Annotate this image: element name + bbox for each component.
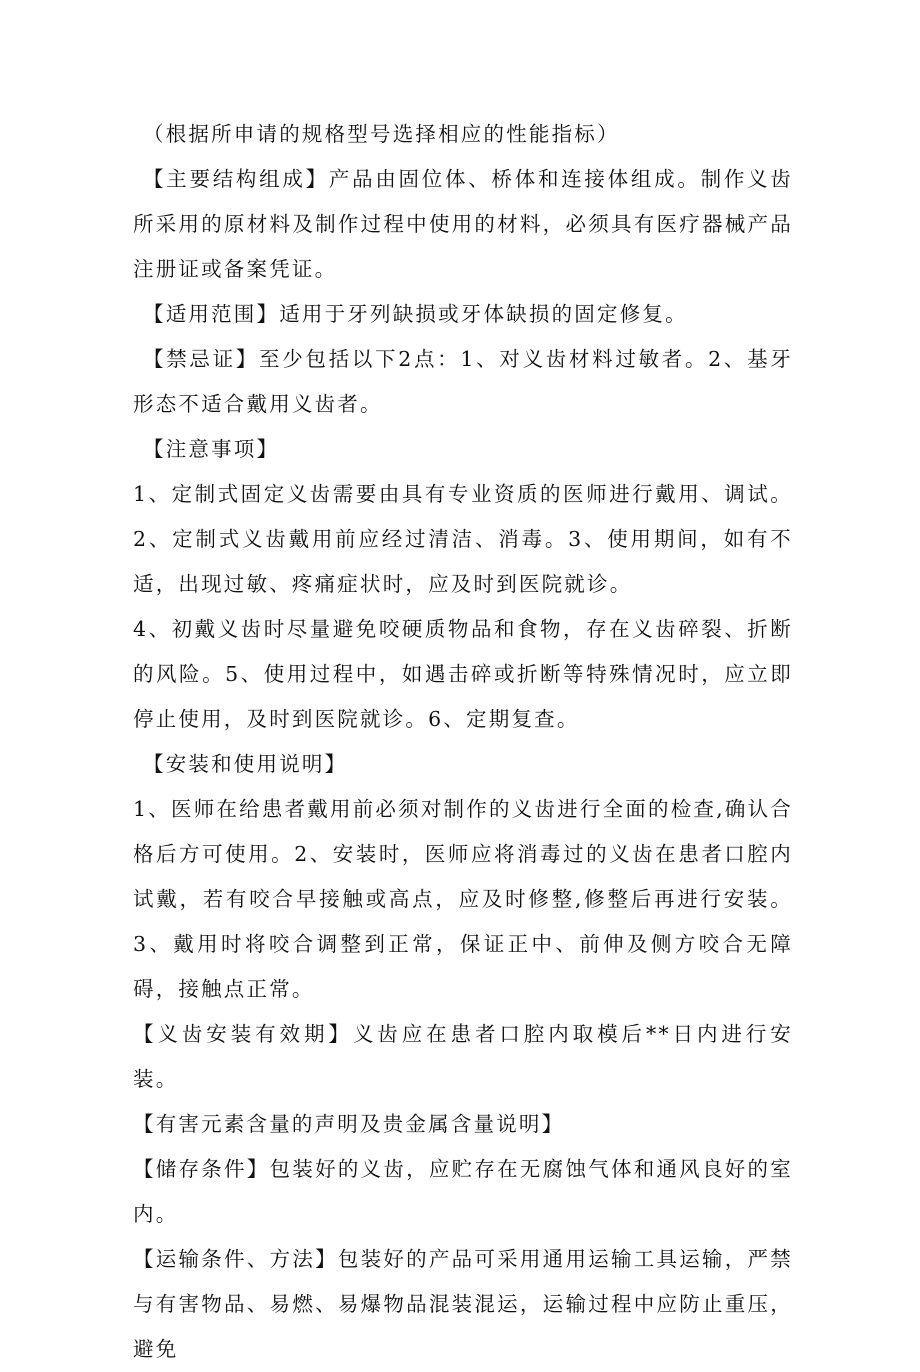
installation-paragraph: 1、医师在给患者戴用前必须对制作的义齿进行全面的检查,确认合格后方可使用。2、安装时，医师应将消毒过的义齿在患者口腔内试戴，若有咬合早接触或高点，应及时修整,修整后再进行安装。3、戴用时将咬合调整到正常，保证正中、前伸及侧方咬合无障碍，接触点正常。	[133, 797, 793, 1001]
installation-heading: 【安装和使用说明】	[143, 752, 348, 776]
harmful-elements-heading: 【有害元素含量的声明及贵金属含量说明】	[133, 1112, 565, 1136]
precautions-paragraph-1: 1、定制式固定义齿需要由具有专业资质的医师进行戴用、调试。2、定制式义齿戴用前应经过清洁、消毒。3、使用期间，如有不适，出现过敏、疼痛症状时，应及时到医院就诊。	[133, 482, 793, 596]
scope-section: 【适用范围】适用于牙列缺损或牙体缺损的固定修复。	[143, 302, 688, 326]
precautions-heading: 【注意事项】	[143, 437, 280, 461]
contraindications-section: 【禁忌证】至少包括以下2点：1、对义齿材料过敏者。2、基牙形态不适合戴用义齿者。	[133, 347, 793, 416]
spec-note: （根据所申请的规格型号选择相应的性能指标）	[143, 122, 620, 146]
precautions-paragraph-2: 4、初戴义齿时尽量避免咬硬质物品和食物，存在义齿碎裂、折断的风险。5、使用过程中，如遇击碎或折断等特殊情况时，应立即停止使用，及时到医院就诊。6、定期复查。	[133, 617, 793, 731]
installation-validity-section: 【义齿安装有效期】义齿应在患者口腔内取模后**日内进行安装。	[133, 1022, 793, 1091]
main-structure-section: 【主要结构组成】产品由固位体、桥体和连接体组成。制作义齿所采用的原材料及制作过程中使用的材料，必须具有医疗器械产品注册证或备案凭证。	[133, 167, 793, 281]
storage-section: 【储存条件】包装好的义齿，应贮存在无腐蚀气体和通风良好的室内。	[133, 1157, 793, 1226]
transport-section: 【运输条件、方法】包装好的产品可采用通用运输工具运输，严禁与有害物品、易燃、易爆物品混装混运，运输过程中应防止重压，避免	[133, 1247, 793, 1361]
document-body	[133, 112, 793, 1372]
